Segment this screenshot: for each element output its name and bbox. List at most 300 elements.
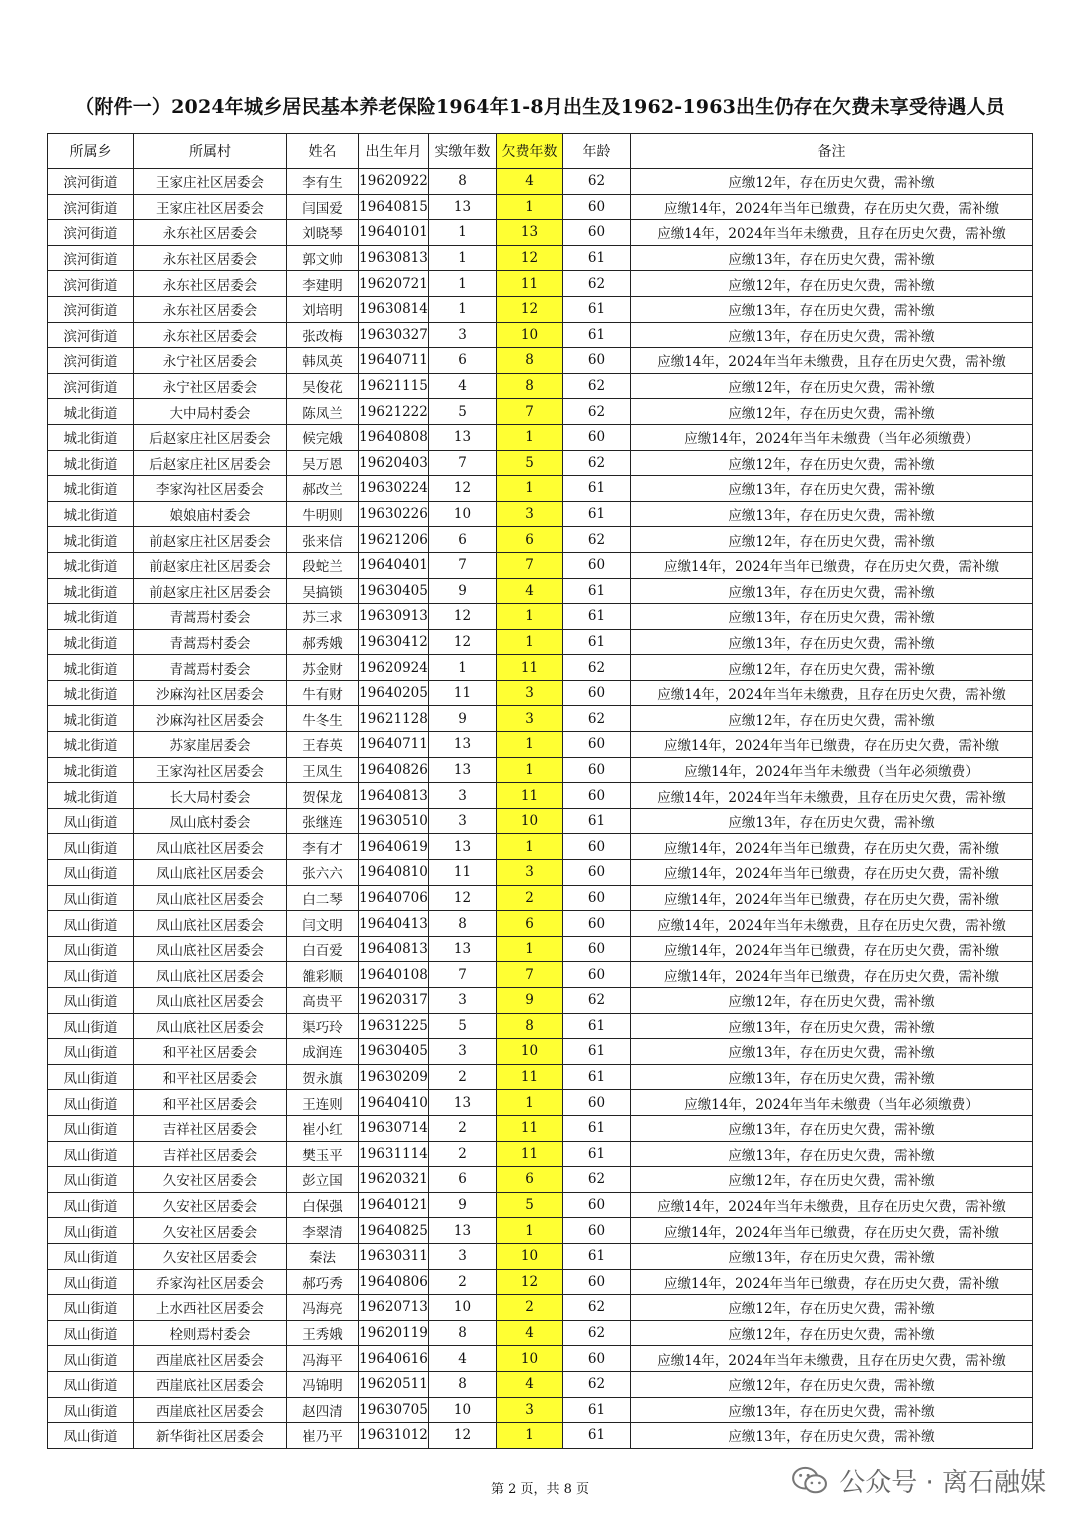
table-row	[48, 834, 1033, 860]
cell-township: 凤山街道	[48, 1346, 134, 1372]
cell-age: 60	[563, 194, 631, 220]
cell-owed-years: 1	[497, 424, 563, 450]
cell-name: 段蛇兰	[287, 552, 359, 578]
cell-village: 凤山底村委会	[134, 808, 287, 834]
cell-age: 62	[563, 169, 631, 195]
cell-paid-years: 13	[429, 834, 497, 860]
cell-birth: 19620922	[359, 169, 429, 195]
cell-owed-years: 11	[497, 783, 563, 809]
cell-township: 凤山街道	[48, 1090, 134, 1116]
cell-paid-years: 7	[429, 552, 497, 578]
cell-birth: 19640806	[359, 1269, 429, 1295]
cell-village: 李家沟社区居委会	[134, 476, 287, 502]
cell-paid-years: 6	[429, 527, 497, 553]
cell-birth: 19630913	[359, 604, 429, 630]
cell-paid-years: 13	[429, 424, 497, 450]
cell-age: 61	[563, 1064, 631, 1090]
cell-paid-years: 12	[429, 604, 497, 630]
cell-township: 凤山街道	[48, 834, 134, 860]
cell-paid-years: 9	[429, 706, 497, 732]
cell-township: 城北街道	[48, 655, 134, 681]
cell-paid-years: 13	[429, 732, 497, 758]
cell-birth: 19631225	[359, 1013, 429, 1039]
cell-owed-years: 7	[497, 552, 563, 578]
cell-paid-years: 10	[429, 1295, 497, 1321]
cell-age: 62	[563, 1320, 631, 1346]
cell-paid-years: 3	[429, 783, 497, 809]
cell-owed-years: 3	[497, 501, 563, 527]
cell-owed-years: 12	[497, 1269, 563, 1295]
cell-birth: 19630209	[359, 1064, 429, 1090]
cell-birth: 19630226	[359, 501, 429, 527]
cell-age: 61	[563, 322, 631, 348]
cell-village: 苏家崖居委会	[134, 732, 287, 758]
cell-township: 滨河街道	[48, 373, 134, 399]
cell-birth: 19630510	[359, 808, 429, 834]
cell-birth: 19620721	[359, 271, 429, 297]
table-row	[48, 1269, 1033, 1295]
table-row	[48, 706, 1033, 732]
cell-township: 城北街道	[48, 578, 134, 604]
cell-name: 张六六	[287, 860, 359, 886]
table-row	[48, 169, 1033, 195]
cell-age: 60	[563, 834, 631, 860]
cell-birth: 19630714	[359, 1115, 429, 1141]
cell-township: 城北街道	[48, 450, 134, 476]
cell-name: 牛冬生	[287, 706, 359, 732]
cell-owed-years: 10	[497, 1039, 563, 1065]
cell-remark: 应缴12年，存在历史欠费，需补缴	[631, 169, 1033, 195]
cell-name: 苏三求	[287, 604, 359, 630]
cell-township: 滨河街道	[48, 348, 134, 374]
cell-remark: 应缴13年，存在历史欠费，需补缴	[631, 245, 1033, 271]
cell-owed-years: 6	[497, 911, 563, 937]
cell-village: 凤山底社区居委会	[134, 911, 287, 937]
cell-village: 后赵家庄社区居委会	[134, 424, 287, 450]
cell-age: 62	[563, 271, 631, 297]
cell-owed-years: 5	[497, 450, 563, 476]
cell-age: 61	[563, 578, 631, 604]
cell-name: 渠巧玲	[287, 1013, 359, 1039]
table-row	[48, 1320, 1033, 1346]
cell-age: 60	[563, 783, 631, 809]
cell-village: 新华街社区居委会	[134, 1423, 287, 1449]
cell-birth: 19640205	[359, 680, 429, 706]
table-row	[48, 962, 1033, 988]
cell-age: 61	[563, 1115, 631, 1141]
cell-owed-years: 9	[497, 988, 563, 1014]
watermark-text: 公众号 · 离石融媒	[839, 1468, 1046, 1498]
cell-name: 成润连	[287, 1039, 359, 1065]
cell-owed-years: 11	[497, 271, 563, 297]
table-row	[48, 450, 1033, 476]
cell-age: 60	[563, 1090, 631, 1116]
cell-name: 白百爱	[287, 936, 359, 962]
cell-village: 大中局村委会	[134, 399, 287, 425]
cell-village: 凤山底社区居委会	[134, 988, 287, 1014]
table-row	[48, 1423, 1033, 1449]
cell-age: 60	[563, 860, 631, 886]
table-row	[48, 578, 1033, 604]
cell-village: 上水西社区居委会	[134, 1295, 287, 1321]
cell-name: 张来信	[287, 527, 359, 553]
cell-birth: 19631114	[359, 1141, 429, 1167]
cell-owed-years: 1	[497, 757, 563, 783]
table-row	[48, 373, 1033, 399]
cell-paid-years: 4	[429, 373, 497, 399]
cell-name: 高贵平	[287, 988, 359, 1014]
cell-remark: 应缴14年，2024年当年未缴费，且存在历史欠费，需补缴	[631, 220, 1033, 246]
cell-age: 60	[563, 962, 631, 988]
cell-village: 凤山底社区居委会	[134, 1013, 287, 1039]
cell-age: 61	[563, 245, 631, 271]
cell-birth: 19630327	[359, 322, 429, 348]
cell-village: 和平社区居委会	[134, 1039, 287, 1065]
cell-village: 西崖底社区居委会	[134, 1346, 287, 1372]
header-name: 姓名	[287, 134, 359, 169]
cell-age: 62	[563, 706, 631, 732]
header-owed-years: 欠费年数	[497, 134, 563, 169]
cell-birth: 19640815	[359, 194, 429, 220]
cell-township: 滨河街道	[48, 322, 134, 348]
cell-name: 闫文明	[287, 911, 359, 937]
cell-township: 凤山街道	[48, 1243, 134, 1269]
cell-township: 滨河街道	[48, 245, 134, 271]
cell-village: 乔家沟社区居委会	[134, 1269, 287, 1295]
cell-owed-years: 1	[497, 476, 563, 502]
cell-remark: 应缴13年，存在历史欠费，需补缴	[631, 1423, 1033, 1449]
table-row	[48, 629, 1033, 655]
cell-birth: 19621206	[359, 527, 429, 553]
cell-township: 凤山街道	[48, 1039, 134, 1065]
cell-age: 61	[563, 1141, 631, 1167]
cell-township: 凤山街道	[48, 1115, 134, 1141]
table-header-row	[48, 134, 1033, 169]
cell-name: 牛明则	[287, 501, 359, 527]
cell-remark: 应缴14年，2024年当年未缴费，且存在历史欠费，需补缴	[631, 680, 1033, 706]
cell-birth: 19640711	[359, 348, 429, 374]
cell-township: 凤山街道	[48, 1295, 134, 1321]
cell-remark: 应缴12年，存在历史欠费，需补缴	[631, 1371, 1033, 1397]
cell-paid-years: 2	[429, 1064, 497, 1090]
cell-owed-years: 1	[497, 732, 563, 758]
table-row	[48, 783, 1033, 809]
cell-village: 前赵家庄社区居委会	[134, 552, 287, 578]
cell-birth: 19640616	[359, 1346, 429, 1372]
cell-township: 凤山街道	[48, 988, 134, 1014]
cell-name: 郝秀娥	[287, 629, 359, 655]
table-row	[48, 552, 1033, 578]
cell-name: 王连则	[287, 1090, 359, 1116]
cell-paid-years: 12	[429, 629, 497, 655]
cell-owed-years: 1	[497, 1218, 563, 1244]
cell-township: 凤山街道	[48, 911, 134, 937]
cell-birth: 19630705	[359, 1397, 429, 1423]
cell-age: 62	[563, 373, 631, 399]
header-paid-years: 实缴年数	[429, 134, 497, 169]
cell-owed-years: 1	[497, 936, 563, 962]
cell-birth: 19631012	[359, 1423, 429, 1449]
table-row	[48, 1346, 1033, 1372]
cell-age: 60	[563, 732, 631, 758]
cell-township: 城北街道	[48, 424, 134, 450]
cell-remark: 应缴14年，2024年当年已缴费，存在历史欠费，需补缴	[631, 834, 1033, 860]
header-village: 所属村	[134, 134, 287, 169]
table-row	[48, 1167, 1033, 1193]
cell-birth: 19620924	[359, 655, 429, 681]
cell-village: 后赵家庄社区居委会	[134, 450, 287, 476]
table-row	[48, 1115, 1033, 1141]
cell-remark: 应缴13年，存在历史欠费，需补缴	[631, 1064, 1033, 1090]
table-row	[48, 296, 1033, 322]
cell-village: 凤山底社区居委会	[134, 834, 287, 860]
cell-remark: 应缴13年，存在历史欠费，需补缴	[631, 1013, 1033, 1039]
cell-birth: 19620317	[359, 988, 429, 1014]
cell-village: 久安社区居委会	[134, 1243, 287, 1269]
cell-owed-years: 11	[497, 1115, 563, 1141]
table-row	[48, 655, 1033, 681]
cell-paid-years: 4	[429, 1346, 497, 1372]
cell-village: 青蒿焉村委会	[134, 629, 287, 655]
cell-remark: 应缴12年，存在历史欠费，需补缴	[631, 373, 1033, 399]
cell-paid-years: 3	[429, 1243, 497, 1269]
cell-village: 王家庄社区居委会	[134, 169, 287, 195]
cell-paid-years: 1	[429, 245, 497, 271]
cell-age: 62	[563, 1295, 631, 1321]
cell-owed-years: 3	[497, 680, 563, 706]
cell-name: 李有生	[287, 169, 359, 195]
cell-paid-years: 8	[429, 169, 497, 195]
table-row	[48, 194, 1033, 220]
cell-age: 62	[563, 1371, 631, 1397]
cell-owed-years: 2	[497, 885, 563, 911]
cell-township: 凤山街道	[48, 1397, 134, 1423]
cell-paid-years: 8	[429, 1320, 497, 1346]
cell-paid-years: 1	[429, 271, 497, 297]
cell-township: 滨河街道	[48, 220, 134, 246]
cell-age: 61	[563, 1039, 631, 1065]
cell-birth: 19621115	[359, 373, 429, 399]
cell-name: 郭文帅	[287, 245, 359, 271]
cell-birth: 19640813	[359, 783, 429, 809]
cell-remark: 应缴14年，2024年当年已缴费，存在历史欠费，需补缴	[631, 194, 1033, 220]
cell-paid-years: 8	[429, 1371, 497, 1397]
cell-name: 李建明	[287, 271, 359, 297]
table-row	[48, 1218, 1033, 1244]
cell-village: 吉祥社区居委会	[134, 1115, 287, 1141]
table-row	[48, 732, 1033, 758]
cell-name: 候完娥	[287, 424, 359, 450]
table-row	[48, 1141, 1033, 1167]
cell-birth: 19620119	[359, 1320, 429, 1346]
cell-birth: 19620321	[359, 1167, 429, 1193]
cell-age: 62	[563, 1167, 631, 1193]
cell-age: 62	[563, 988, 631, 1014]
cell-village: 凤山底社区居委会	[134, 962, 287, 988]
cell-remark: 应缴14年，2024年当年已缴费，存在历史欠费，需补缴	[631, 885, 1033, 911]
cell-paid-years: 13	[429, 1218, 497, 1244]
cell-age: 61	[563, 501, 631, 527]
cell-paid-years: 5	[429, 399, 497, 425]
cell-paid-years: 11	[429, 680, 497, 706]
table-row	[48, 1295, 1033, 1321]
document-title: （附件一）2024年城乡居民基本养老保险1964年1-8月出生及1962-1963出生仍存在欠费未享受待遇人员	[75, 96, 1005, 118]
cell-remark: 应缴12年，存在历史欠费，需补缴	[631, 1295, 1033, 1321]
table-row	[48, 501, 1033, 527]
cell-age: 61	[563, 1243, 631, 1269]
cell-age: 62	[563, 655, 631, 681]
cell-township: 凤山街道	[48, 1218, 134, 1244]
cell-name: 冯海亮	[287, 1295, 359, 1321]
cell-owed-years: 10	[497, 1346, 563, 1372]
cell-owed-years: 10	[497, 1243, 563, 1269]
cell-paid-years: 7	[429, 962, 497, 988]
header-age: 年龄	[563, 134, 631, 169]
cell-remark: 应缴14年，2024年当年已缴费，存在历史欠费，需补缴	[631, 962, 1033, 988]
cell-paid-years: 13	[429, 194, 497, 220]
cell-paid-years: 3	[429, 808, 497, 834]
cell-age: 60	[563, 1218, 631, 1244]
cell-birth: 19640825	[359, 1218, 429, 1244]
watermark	[791, 1462, 1046, 1499]
cell-remark: 应缴14年，2024年当年已缴费，存在历史欠费，需补缴	[631, 1269, 1033, 1295]
cell-paid-years: 13	[429, 757, 497, 783]
cell-age: 61	[563, 1397, 631, 1423]
cell-remark: 应缴12年，存在历史欠费，需补缴	[631, 527, 1033, 553]
cell-age: 61	[563, 476, 631, 502]
cell-owed-years: 1	[497, 1423, 563, 1449]
cell-remark: 应缴13年，存在历史欠费，需补缴	[631, 1397, 1033, 1423]
cell-owed-years: 7	[497, 399, 563, 425]
cell-birth: 19640410	[359, 1090, 429, 1116]
cell-owed-years: 4	[497, 578, 563, 604]
cell-township: 城北街道	[48, 399, 134, 425]
table-row	[48, 424, 1033, 450]
cell-name: 郝巧秀	[287, 1269, 359, 1295]
table-row	[48, 399, 1033, 425]
cell-owed-years: 11	[497, 1064, 563, 1090]
cell-name: 张继连	[287, 808, 359, 834]
cell-paid-years: 2	[429, 1115, 497, 1141]
cell-owed-years: 7	[497, 962, 563, 988]
cell-birth: 19640826	[359, 757, 429, 783]
cell-township: 滨河街道	[48, 194, 134, 220]
cell-township: 城北街道	[48, 757, 134, 783]
cell-remark: 应缴12年，存在历史欠费，需补缴	[631, 1320, 1033, 1346]
cell-age: 61	[563, 604, 631, 630]
cell-village: 永东社区居委会	[134, 296, 287, 322]
cell-birth: 19630405	[359, 1039, 429, 1065]
cell-birth: 19640108	[359, 962, 429, 988]
cell-remark: 应缴13年，存在历史欠费，需补缴	[631, 476, 1033, 502]
cell-township: 城北街道	[48, 706, 134, 732]
header-birth: 出生年月	[359, 134, 429, 169]
cell-birth: 19640413	[359, 911, 429, 937]
cell-age: 60	[563, 757, 631, 783]
cell-village: 永宁社区居委会	[134, 373, 287, 399]
cell-owed-years: 11	[497, 1141, 563, 1167]
cell-birth: 19640619	[359, 834, 429, 860]
cell-village: 久安社区居委会	[134, 1192, 287, 1218]
cell-remark: 应缴13年，存在历史欠费，需补缴	[631, 1115, 1033, 1141]
cell-birth: 19640711	[359, 732, 429, 758]
cell-township: 城北街道	[48, 680, 134, 706]
cell-village: 凤山底社区居委会	[134, 860, 287, 886]
cell-village: 久安社区居委会	[134, 1218, 287, 1244]
cell-village: 栓则焉村委会	[134, 1320, 287, 1346]
cell-age: 60	[563, 424, 631, 450]
table-body	[48, 169, 1033, 1449]
cell-owed-years: 11	[497, 655, 563, 681]
cell-township: 凤山街道	[48, 1013, 134, 1039]
cell-owed-years: 4	[497, 1320, 563, 1346]
table-row	[48, 860, 1033, 886]
cell-paid-years: 7	[429, 450, 497, 476]
cell-birth: 19620511	[359, 1371, 429, 1397]
cell-township: 城北街道	[48, 552, 134, 578]
cell-paid-years: 10	[429, 1397, 497, 1423]
cell-paid-years: 5	[429, 1013, 497, 1039]
cell-name: 韩凤英	[287, 348, 359, 374]
cell-name: 崔小红	[287, 1115, 359, 1141]
cell-name: 王秀娥	[287, 1320, 359, 1346]
table-row	[48, 1090, 1033, 1116]
table-row	[48, 1039, 1033, 1065]
table-row	[48, 604, 1033, 630]
cell-township: 滨河街道	[48, 169, 134, 195]
cell-township: 城北街道	[48, 501, 134, 527]
cell-paid-years: 10	[429, 501, 497, 527]
table-row	[48, 1013, 1033, 1039]
table-row	[48, 220, 1033, 246]
cell-owed-years: 10	[497, 808, 563, 834]
cell-remark: 应缴13年，存在历史欠费，需补缴	[631, 501, 1033, 527]
cell-age: 61	[563, 1013, 631, 1039]
cell-birth: 19640101	[359, 220, 429, 246]
cell-paid-years: 6	[429, 1167, 497, 1193]
cell-remark: 应缴13年，存在历史欠费，需补缴	[631, 808, 1033, 834]
cell-owed-years: 10	[497, 322, 563, 348]
cell-paid-years: 2	[429, 1141, 497, 1167]
cell-age: 60	[563, 885, 631, 911]
cell-name: 贺永旗	[287, 1064, 359, 1090]
header-remark: 备注	[631, 134, 1033, 169]
cell-remark: 应缴12年，存在历史欠费，需补缴	[631, 399, 1033, 425]
cell-remark: 应缴13年，存在历史欠费，需补缴	[631, 1039, 1033, 1065]
cell-village: 凤山底社区居委会	[134, 885, 287, 911]
cell-birth: 19640813	[359, 936, 429, 962]
table-row	[48, 911, 1033, 937]
cell-village: 沙麻沟社区居委会	[134, 680, 287, 706]
cell-age: 60	[563, 348, 631, 374]
cell-age: 60	[563, 1346, 631, 1372]
table-row	[48, 348, 1033, 374]
cell-birth: 19620403	[359, 450, 429, 476]
cell-paid-years: 12	[429, 476, 497, 502]
cell-owed-years: 1	[497, 834, 563, 860]
cell-village: 西崖底社区居委会	[134, 1397, 287, 1423]
cell-age: 61	[563, 1423, 631, 1449]
cell-age: 60	[563, 1269, 631, 1295]
cell-village: 西崖底社区居委会	[134, 1371, 287, 1397]
cell-village: 永东社区居委会	[134, 322, 287, 348]
cell-township: 城北街道	[48, 783, 134, 809]
cell-name: 刘培明	[287, 296, 359, 322]
cell-age: 61	[563, 296, 631, 322]
cell-name: 樊玉平	[287, 1141, 359, 1167]
cell-paid-years: 12	[429, 885, 497, 911]
cell-birth: 19640808	[359, 424, 429, 450]
